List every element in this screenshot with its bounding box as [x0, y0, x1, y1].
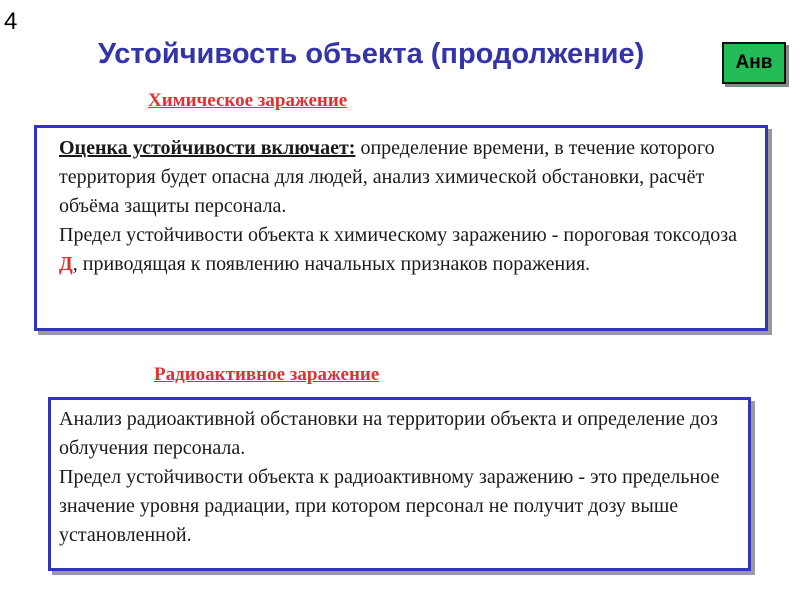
radioactive-paragraph-1: Анализ радиоактивной обстановки на территории объекта и определение доз облучения персонала. [59, 408, 718, 459]
radioactive-text-box [48, 397, 751, 571]
chemical-text-box [34, 125, 768, 331]
toxodose-symbol: Д [59, 253, 73, 275]
slide-title: Устойчивость объекта (продолжение) [98, 38, 645, 70]
limit-text-after: , приводящая к появлению начальных признаков поражения. [72, 253, 591, 275]
assessment-text: определение времени, в течение которого территория будет опасна для людей, анализ химической обстановки, расчёт объёма защиты персонала. [59, 137, 715, 217]
radioactive-heading: Радиоактивное заражение [154, 364, 380, 385]
limit-text-before: Предел устойчивости объекта к химическому заражению - пороговая токсодоза [59, 224, 738, 246]
chemical-paragraph-2 [45, 221, 755, 279]
author-badge: Анв [722, 42, 786, 84]
chemical-paragraph-1 [45, 134, 755, 221]
slide-number: 4 [4, 8, 18, 35]
radioactive-paragraph-2: Предел устойчивости объекта к радиоактивному заражению - это предельное значение уровня радиации, при котором персонал не получит дозу выше установленной. [59, 466, 720, 546]
assessment-lead: Оценка устойчивости включает: [59, 137, 356, 159]
chemical-heading: Химическое заражение [148, 90, 348, 111]
